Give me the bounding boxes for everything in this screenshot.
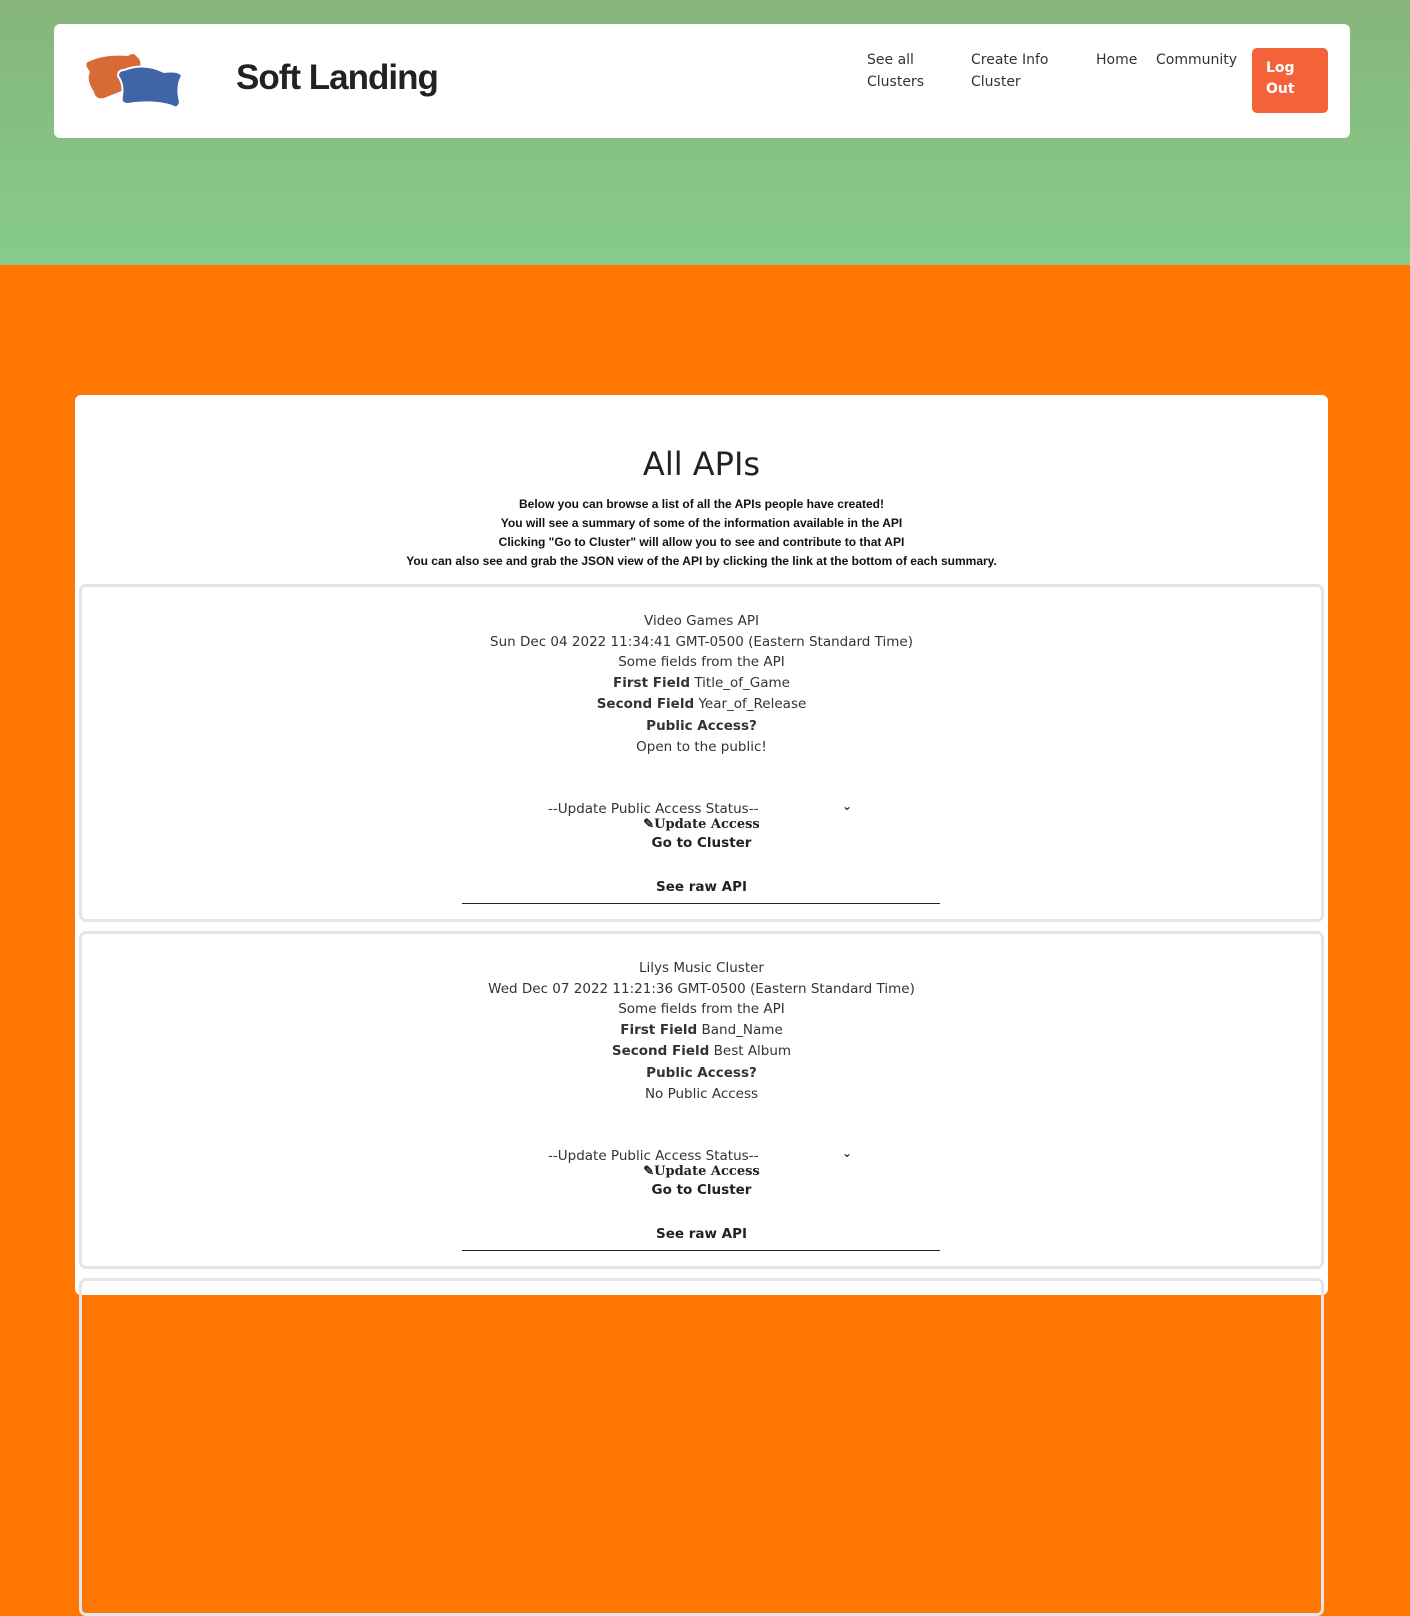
first-field-label: First Field — [620, 1021, 698, 1038]
second-field-label: Second Field — [596, 696, 695, 712]
go-to-cluster-link[interactable]: Go to Cluster — [651, 835, 752, 851]
first-field-value: Band_Name — [701, 1021, 783, 1038]
second-field-value: Best Album — [713, 1043, 792, 1059]
api-name: Video Games API — [644, 613, 759, 629]
fields-intro: Some fields from the API — [618, 654, 785, 670]
access-status-select[interactable]: --Update Public Access Status-- — [548, 801, 759, 817]
edit-icon: ✎ — [643, 1164, 655, 1179]
public-access-label: Public Access? — [646, 717, 757, 734]
update-access-label: Update Access — [654, 1164, 760, 1179]
intro-line: Below you can browse a list of all the APIs people have created! — [519, 497, 884, 511]
api-name: Lilys Music Cluster — [639, 960, 764, 976]
intro-line: You will see a summary of some of the information available in the API — [500, 516, 903, 530]
api-card — [79, 584, 1324, 922]
api-date: Wed Dec 07 2022 11:21:36 GMT-0500 (Eastern Standard Time) — [488, 980, 915, 997]
go-to-cluster-link[interactable]: Go to Cluster — [651, 1182, 752, 1198]
public-access-value: Open to the public! — [636, 739, 767, 755]
chevron-down-icon[interactable]: ⌄ — [842, 799, 853, 813]
update-access-button[interactable] — [82, 817, 1321, 832]
nav-community[interactable]: Community — [1156, 52, 1238, 68]
apis-panel — [75, 395, 1328, 1295]
divider — [462, 1239, 940, 1251]
intro-line: You can also see and grab the JSON view of the API by clicking the link at the bottom of each summary. — [406, 554, 997, 568]
divider — [462, 892, 940, 904]
access-status-select[interactable]: --Update Public Access Status-- — [548, 1148, 759, 1164]
first-field-value: Title_of_Game — [694, 674, 790, 691]
public-access-label: Public Access? — [646, 1064, 757, 1081]
chevron-down-icon[interactable]: ⌄ — [842, 1146, 853, 1160]
api-date: Sun Dec 04 2022 11:34:41 GMT-0500 (Eastern Standard Time) — [490, 633, 913, 650]
update-access-button[interactable] — [82, 1164, 1321, 1179]
intro-text — [75, 495, 1328, 571]
first-field-label: First Field — [613, 674, 691, 691]
pillow-logo-icon — [84, 50, 186, 112]
first-field — [82, 1020, 1321, 1041]
api-card — [79, 931, 1324, 1269]
second-field — [82, 694, 1321, 715]
see-raw-api-link[interactable]: See raw API — [655, 1226, 748, 1242]
see-raw-api-link[interactable]: See raw API — [655, 879, 748, 895]
nav-see-all-clusters[interactable]: See all Clusters — [867, 52, 924, 90]
second-field-label: Second Field — [611, 1043, 710, 1059]
second-field — [82, 1041, 1321, 1062]
logout-button[interactable]: Log Out — [1252, 48, 1328, 113]
api-card — [79, 1278, 1324, 1616]
navbar — [54, 24, 1350, 138]
first-field — [82, 673, 1321, 694]
second-field-value: Year_of_Release — [698, 696, 807, 712]
brand-name: Soft Landing — [236, 58, 438, 97]
intro-line: Clicking "Go to Cluster" will allow you to see and contribute to that API — [498, 535, 905, 549]
nav-create-info-cluster[interactable]: Create Info Cluster — [971, 52, 1049, 90]
public-access-value: No Public Access — [644, 1086, 759, 1102]
fields-intro: Some fields from the API — [618, 1001, 785, 1017]
edit-icon: ✎ — [643, 817, 655, 832]
update-access-label: Update Access — [654, 817, 760, 832]
nav-home[interactable]: Home — [1096, 52, 1138, 68]
page-title: All APIs — [642, 445, 761, 483]
